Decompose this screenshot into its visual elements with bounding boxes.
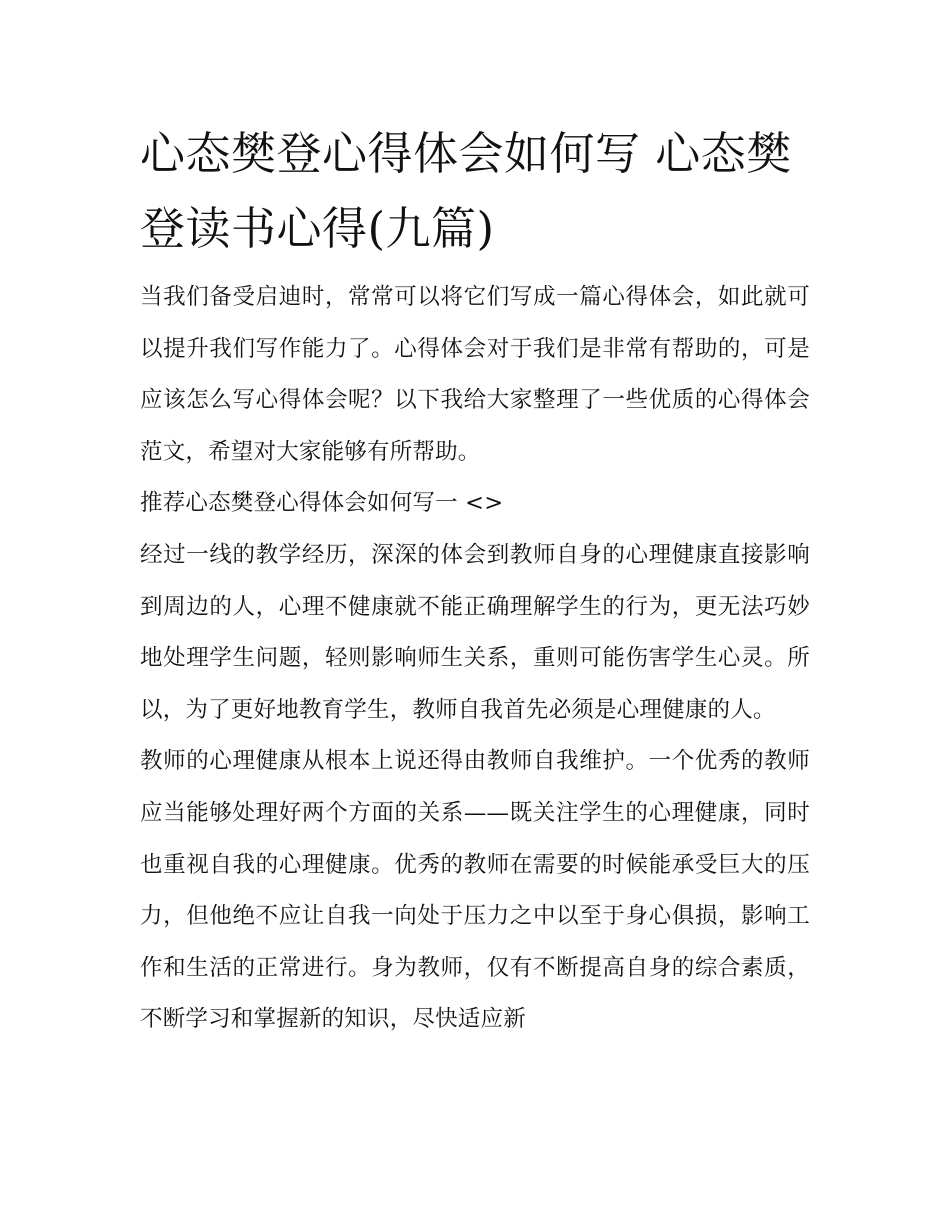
document-body xyxy=(140,272,810,1046)
paragraph-teacher-mental-health: 教师的心理健康从根本上说还得由教师自我维护。一个优秀的教师应当能够处理好两个方面的关系——既关注学生的心理健康，同时也重视自我的心理健康。优秀的教师在需要的时候能承受巨大的压力，但他绝不应让自我一向处于压力之中以至于身心俱损，影响工作和生活的正常进行。身为教师，仅有不断提高自身的综合素质，不断学习和掌握新的知识，尽快适应新 xyxy=(140,748,810,1033)
document-title: 心态樊登心得体会如何写 心态樊登读书心得(九篇) xyxy=(140,127,792,255)
paragraph-teaching-experience: 经过一线的教学经历，深深的体会到教师自身的心理健康直接影响到周边的人，心理不健康就不能正确理解学生的行为，更无法巧妙地处理学生问题，轻则影响师生关系，重则可能伤害学生心灵。所以，为了更好地教育学生，教师自我首先必须是心理健康的人。 xyxy=(140,541,810,723)
paragraph-heading-recommend: 推荐心态樊登心得体会如何写一 <> xyxy=(140,490,504,517)
paragraph-intro: 当我们备受启迪时，常常可以将它们写成一篇心得体会，如此就可以提升我们写作能力了。心得体会对于我们是非常有帮助的，可是应该怎么写心得体会呢？以下我给大家整理了一些优质的心得体会范文，希望对大家能够有所帮助。 xyxy=(140,284,810,465)
